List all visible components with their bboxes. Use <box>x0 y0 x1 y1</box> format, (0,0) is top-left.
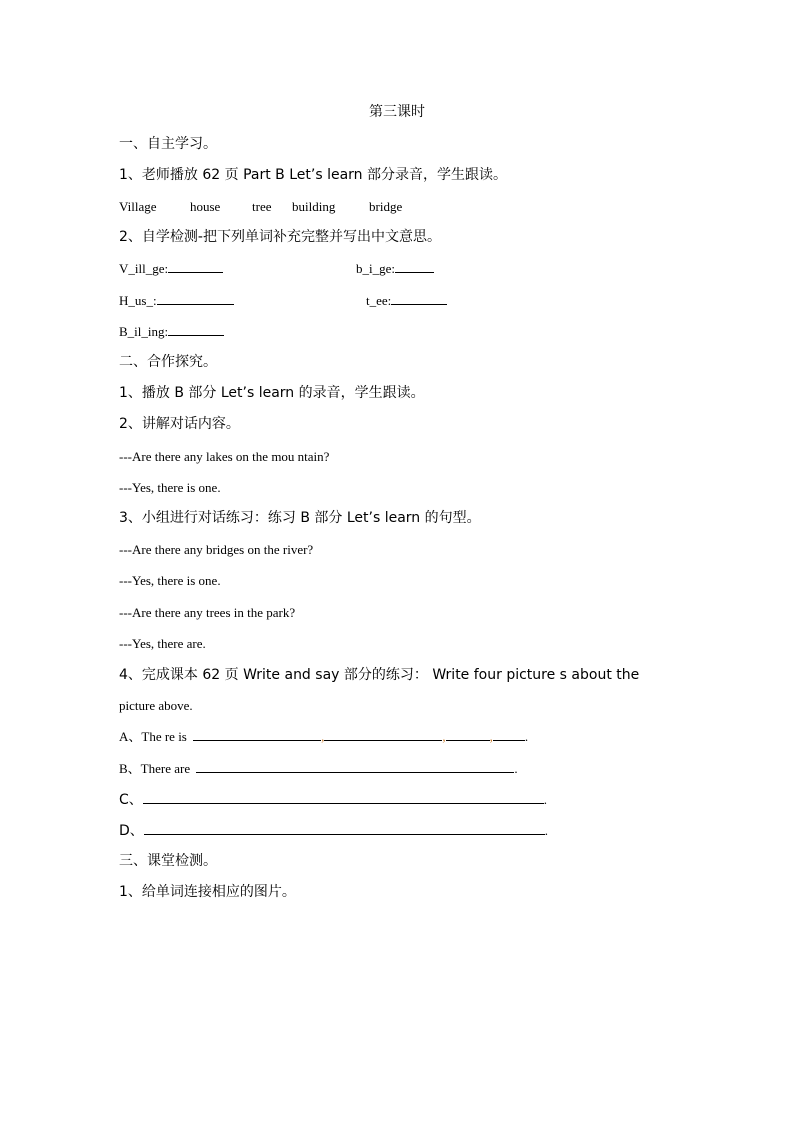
word-bridge: bridge <box>369 199 403 214</box>
answer-b-prefix: B、There are <box>119 761 191 776</box>
fill-building-blank[interactable] <box>168 323 224 336</box>
dialogue-line-4: ---Yes, there is one. <box>119 573 221 588</box>
answer-a-blank-2[interactable] <box>324 728 442 741</box>
fill-bridge <box>356 260 434 278</box>
fill-house-blank[interactable] <box>157 292 234 305</box>
period-mark: . <box>543 792 548 807</box>
word-village: Village <box>119 199 157 214</box>
section-3-item-1: 1、给单词连接相应的图片。 <box>119 884 296 900</box>
section-2-item-1: 1、播放 B 部分 Let’s learn 的录音，学生跟读。 <box>119 385 425 401</box>
word-house: house <box>190 199 221 214</box>
section-2-heading: 二、合作探究。 <box>119 354 217 370</box>
comma-mark: , <box>321 729 325 744</box>
fill-house-label: H_us_: <box>119 293 157 308</box>
answer-b-blank[interactable] <box>196 760 514 773</box>
section-2-item-4-cont: picture above. <box>119 698 193 713</box>
dialogue-line-6: ---Yes, there are. <box>119 636 206 651</box>
answer-c-prefix: C、 <box>119 792 143 808</box>
dialogue-line-2: ---Yes, there is one. <box>119 480 221 495</box>
page-title: 第三课时 <box>369 104 425 120</box>
dialogue-line-5: ---Are there any trees in the park? <box>119 605 296 620</box>
fill-village-label: V_ill_ge: <box>119 261 169 276</box>
answer-c-blank[interactable] <box>143 791 544 804</box>
answer-c <box>119 791 547 809</box>
section-2-item-2: 2、讲解对话内容。 <box>119 416 240 432</box>
fill-bridge-blank[interactable] <box>395 260 434 273</box>
answer-d-blank[interactable] <box>144 822 545 835</box>
section-1-item-1: 1、老师播放 62 页 Part B Let’s learn 部分录音，学生跟读。 <box>119 167 507 183</box>
fill-village-blank[interactable] <box>168 260 223 273</box>
answer-a-blank-1[interactable] <box>193 728 321 741</box>
section-2-item-4: 4、完成课本 62 页 Write and say 部分的练习： Write four picture s about the <box>119 667 640 683</box>
section-3-heading: 三、课堂检测。 <box>119 853 217 869</box>
period-mark: . <box>524 729 529 744</box>
fill-tree-blank[interactable] <box>391 292 447 305</box>
dialogue-line-1: ---Are there any lakes on the mou ntain? <box>119 449 330 464</box>
dialogue-line-3: ---Are there any bridges on the river? <box>119 542 314 557</box>
section-2-item-3: 3、小组进行对话练习：练习 B 部分 Let’s learn 的句型。 <box>119 510 481 526</box>
answer-a-blank-4[interactable] <box>493 728 525 741</box>
answer-d-prefix: D、 <box>119 823 144 839</box>
answer-b <box>119 760 518 778</box>
fill-building-label: B_il_ing: <box>119 324 169 339</box>
fill-bridge-label: b_i_ge: <box>356 261 395 276</box>
answer-a-blank-3[interactable] <box>446 728 490 741</box>
period-mark: . <box>514 761 518 776</box>
comma-mark: , <box>489 729 493 744</box>
fill-building <box>119 323 224 341</box>
fill-tree <box>366 292 447 310</box>
fill-village <box>119 260 223 278</box>
section-1-heading: 一、自主学习。 <box>119 136 217 152</box>
section-1-item-2: 2、自学检测-把下列单词补充完整并写出中文意思。 <box>119 229 441 245</box>
period-mark: . <box>544 823 549 838</box>
answer-a <box>119 728 528 746</box>
comma-mark: , <box>442 729 446 744</box>
fill-house <box>119 292 234 310</box>
answer-a-prefix: A、The re is <box>119 729 187 744</box>
word-building: building <box>292 199 336 214</box>
fill-tree-label: t_ee: <box>366 293 392 308</box>
answer-d <box>119 822 548 840</box>
word-tree: tree <box>252 199 272 214</box>
